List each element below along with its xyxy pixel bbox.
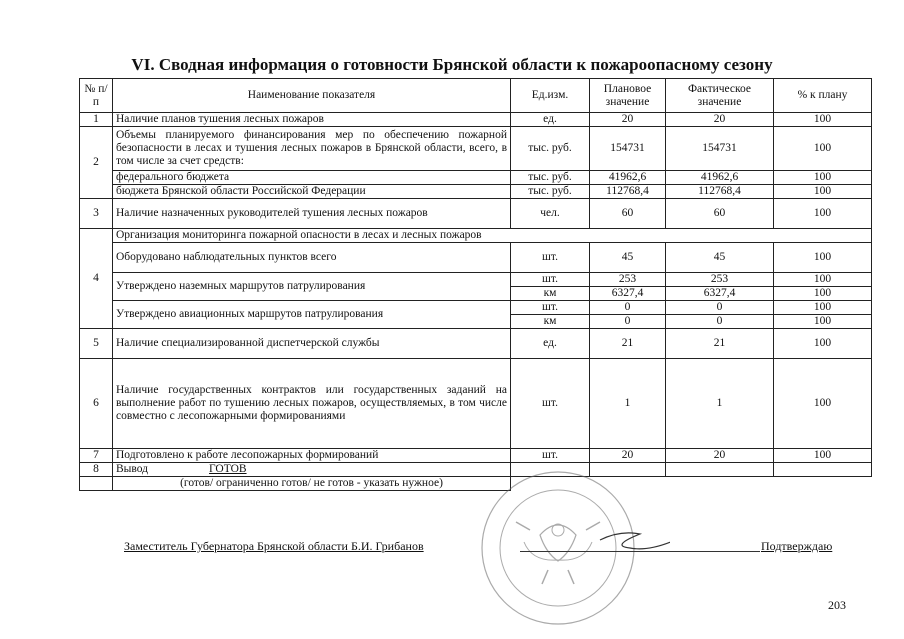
cell-unit: шт. bbox=[511, 449, 590, 463]
table-row bbox=[80, 359, 872, 449]
cell-empty bbox=[774, 463, 872, 477]
cell-plan: 41962,6 bbox=[590, 171, 666, 185]
cell-pct: 100 bbox=[774, 185, 872, 199]
table-row bbox=[80, 243, 872, 273]
cell-unit: ед. bbox=[511, 113, 590, 127]
readiness-table bbox=[79, 78, 872, 491]
cell-fact: 45 bbox=[666, 243, 774, 273]
signature-right: Подтверждаю bbox=[761, 539, 833, 553]
cell-unit: км bbox=[511, 287, 590, 301]
cell-empty bbox=[666, 463, 774, 477]
cell-name: Наличие специализированной диспетчерской службы bbox=[113, 329, 511, 359]
header-num: № п/п bbox=[80, 79, 113, 113]
cell-fact: 154731 bbox=[666, 127, 774, 171]
header-pct: % к плану bbox=[774, 79, 872, 113]
cell-num: 1 bbox=[80, 113, 113, 127]
cell-plan: 45 bbox=[590, 243, 666, 273]
cell-pct: 100 bbox=[774, 301, 872, 315]
header-fact: Фактическое значение bbox=[666, 79, 774, 113]
cell-plan: 0 bbox=[590, 301, 666, 315]
cell-name: Наличие назначенных руководителей тушения лесных пожаров bbox=[113, 199, 511, 229]
cell-unit: км bbox=[511, 315, 590, 329]
cell-name: Наличие планов тушения лесных пожаров bbox=[113, 113, 511, 127]
cell-name: Наличие государственных контрактов или государственных заданий на выполнение работ по тушению лесных пожаров, осуществляемых, в том числе совместно с лесопожарными формированиями bbox=[113, 359, 511, 449]
table-row bbox=[80, 185, 872, 199]
cell-fact: 21 bbox=[666, 329, 774, 359]
cell-pct: 100 bbox=[774, 171, 872, 185]
table-row bbox=[80, 301, 872, 315]
cell-name: бюджета Брянской области Российской Федерации bbox=[113, 185, 511, 199]
cell-name: Утверждено наземных маршрутов патрулирования bbox=[113, 273, 511, 301]
cell-pct: 100 bbox=[774, 329, 872, 359]
cell-num: 2 bbox=[80, 127, 113, 199]
cell-fact: 0 bbox=[666, 301, 774, 315]
cell-plan: 112768,4 bbox=[590, 185, 666, 199]
cell-fact: 20 bbox=[666, 113, 774, 127]
cell-fact: 112768,4 bbox=[666, 185, 774, 199]
cell-empty bbox=[80, 477, 113, 491]
header-unit: Ед.изм. bbox=[511, 79, 590, 113]
cell-unit: шт. bbox=[511, 359, 590, 449]
table-row bbox=[80, 329, 872, 359]
cell-plan: 20 bbox=[590, 113, 666, 127]
cell-plan: 0 bbox=[590, 315, 666, 329]
cell-pct: 100 bbox=[774, 127, 872, 171]
cell-num: 3 bbox=[80, 199, 113, 229]
cell-num: 6 bbox=[80, 359, 113, 449]
signature-line bbox=[520, 551, 760, 552]
cell-unit: ед. bbox=[511, 329, 590, 359]
cell-pct: 100 bbox=[774, 113, 872, 127]
table-row bbox=[80, 229, 872, 243]
cell-pct: 100 bbox=[774, 315, 872, 329]
cell-unit: шт. bbox=[511, 243, 590, 273]
cell-plan: 60 bbox=[590, 199, 666, 229]
page-number: 203 bbox=[828, 598, 846, 612]
cell-num: 7 bbox=[80, 449, 113, 463]
cell-fact: 0 bbox=[666, 315, 774, 329]
cell-num: 8 bbox=[80, 463, 113, 477]
cell-plan: 21 bbox=[590, 329, 666, 359]
header-plan: Плановое значение bbox=[590, 79, 666, 113]
cell-name: федерального бюджета bbox=[113, 171, 511, 185]
cell-fact: 1 bbox=[666, 359, 774, 449]
cell-name: Утверждено авиационных маршрутов патрулирования bbox=[113, 301, 511, 329]
cell-plan: 1 bbox=[590, 359, 666, 449]
cell-empty bbox=[666, 477, 774, 491]
conclusion-label: Вывод bbox=[116, 463, 149, 475]
cell-unit: чел. bbox=[511, 199, 590, 229]
cell-unit: тыс. руб. bbox=[511, 185, 590, 199]
table-row bbox=[80, 127, 872, 171]
cell-name: Подготовлено к работе лесопожарных формирований bbox=[113, 449, 511, 463]
cell-name: Организация мониторинга пожарной опасности в лесах и лесных пожаров bbox=[113, 229, 872, 243]
cell-name: Объемы планируемого финансирования мер по обеспечению пожарной безопасности в лесах и тушения лесных пожаров в Брянской области, всего, в том числе за счет средств: bbox=[113, 127, 511, 171]
cell-fact: 6327,4 bbox=[666, 287, 774, 301]
cell-fact: 20 bbox=[666, 449, 774, 463]
cell-plan: 253 bbox=[590, 273, 666, 287]
table-row bbox=[80, 171, 872, 185]
cell-num: 4 bbox=[80, 229, 113, 329]
signature-scribble bbox=[600, 533, 670, 549]
cell-plan: 6327,4 bbox=[590, 287, 666, 301]
official-stamp bbox=[470, 460, 670, 630]
conclusion-value: ГОТОВ bbox=[209, 463, 247, 475]
page-title: VI. Сводная информация о готовности Брянской области к пожароопасному сезону bbox=[131, 55, 773, 74]
cell-num: 5 bbox=[80, 329, 113, 359]
cell-fact: 60 bbox=[666, 199, 774, 229]
cell-unit: тыс. руб. bbox=[511, 171, 590, 185]
cell-pct: 100 bbox=[774, 287, 872, 301]
cell-unit: шт. bbox=[511, 273, 590, 287]
cell-pct: 100 bbox=[774, 199, 872, 229]
cell-fact: 253 bbox=[666, 273, 774, 287]
cell-plan: 20 bbox=[590, 449, 666, 463]
table-row bbox=[80, 113, 872, 127]
table-row bbox=[80, 273, 872, 287]
cell-conclusion bbox=[113, 463, 511, 477]
cell-plan: 154731 bbox=[590, 127, 666, 171]
cell-pct: 100 bbox=[774, 359, 872, 449]
cell-pct: 100 bbox=[774, 273, 872, 287]
table-header-row bbox=[80, 79, 872, 113]
cell-pct: 100 bbox=[774, 449, 872, 463]
cell-fact: 41962,6 bbox=[666, 171, 774, 185]
cell-empty bbox=[774, 477, 872, 491]
cell-name: Оборудовано наблюдательных пунктов всего bbox=[113, 243, 511, 273]
conclusion-note: (готов/ ограниченно готов/ не готов - указать нужное) bbox=[113, 477, 511, 491]
signature-left: Заместитель Губернатора Брянской области Б.И. Грибанов bbox=[124, 539, 424, 553]
stamp-seal bbox=[482, 472, 634, 624]
cell-unit: шт. bbox=[511, 301, 590, 315]
table-row bbox=[80, 199, 872, 229]
cell-unit: тыс. руб. bbox=[511, 127, 590, 171]
header-name: Наименование показателя bbox=[113, 79, 511, 113]
cell-pct: 100 bbox=[774, 243, 872, 273]
